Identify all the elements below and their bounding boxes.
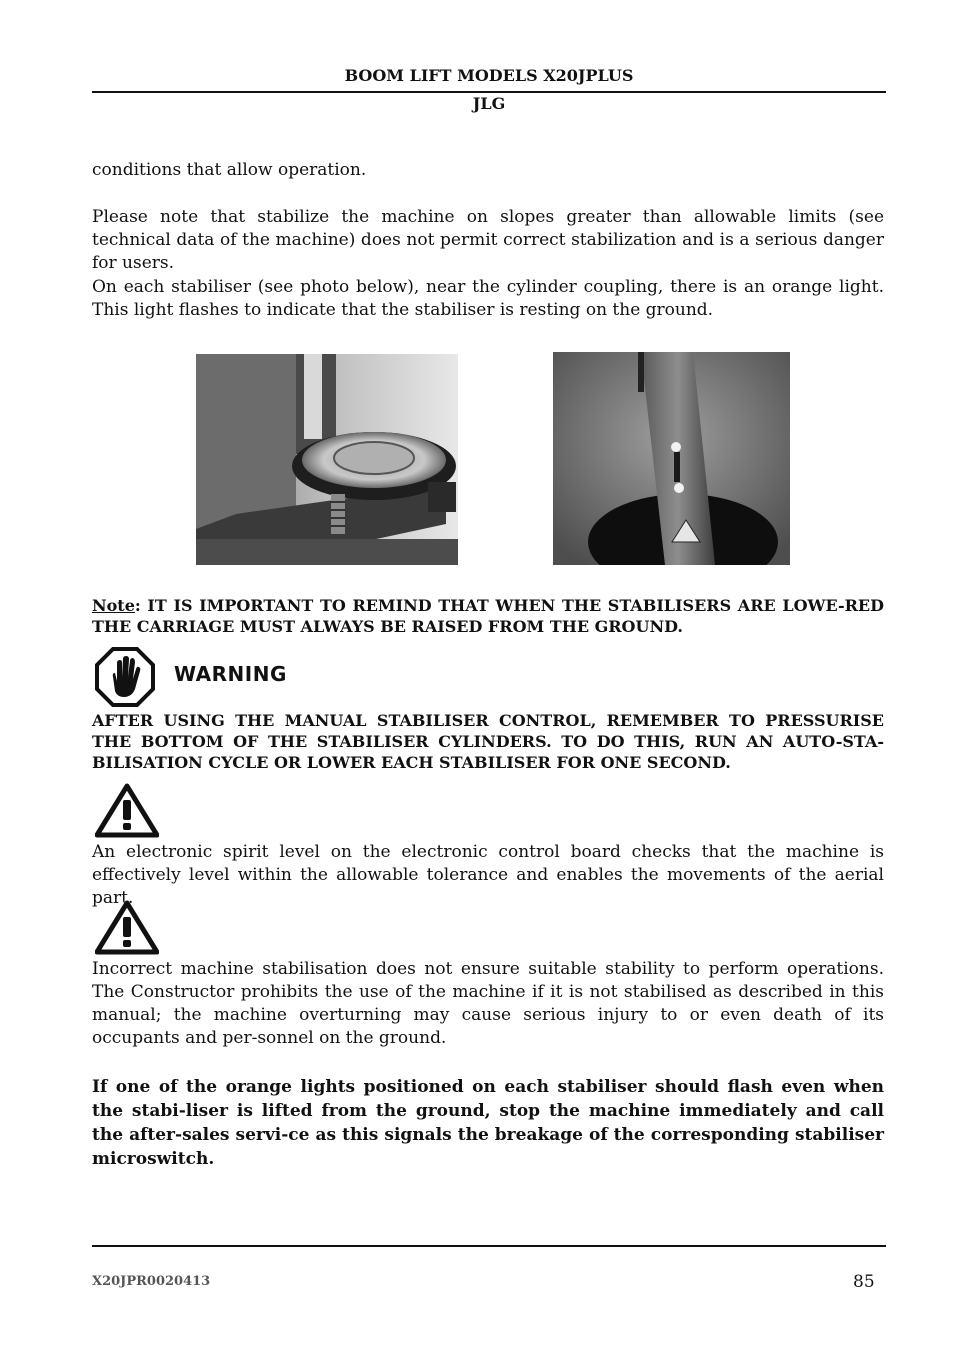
stop-hand-icon <box>95 647 155 707</box>
warning-text: AFTER USING THE MANUAL STABILISER CONTROL, REMEMBER TO PRESSURISE THE BOTTOM OF THE STABILISER CYLINDERS. TO DO THIS, RUN AN AUTO-STA-BILISATION CYCLE OR LOWER EACH STABILISER FOR ONE SECOND. <box>92 711 884 772</box>
paragraph-orange-light: On each stabiliser (see photo below), near the cylinder coupling, there is an orange light. This light flashes to indicate that the stabiliser is resting on the ground. <box>92 277 884 320</box>
footer-divider <box>92 1245 886 1247</box>
page-number: 85 <box>853 1272 875 1292</box>
note-paragraph <box>92 595 884 637</box>
note-colon: : <box>134 596 141 615</box>
paragraph-spirit-level: An electronic spirit level on the electronic control board checks that the machine is effectively level within the allowable tolerance and enables the movements of the aerial part. <box>92 842 884 908</box>
paragraph-orange-lights-fault: If one of the orange lights positioned on each stabiliser should flash even when the stabi-liser is lifted from the ground, stop the machine immediately and call the after-sales servi-ce as this signals the breakage of the corresponding stabiliser microswitch. <box>92 1077 884 1169</box>
caution-triangle-icon <box>95 900 159 955</box>
stabiliser-photo-right <box>553 352 790 565</box>
document-code: X20JPR0020413 <box>92 1274 211 1289</box>
warning-label: WARNING <box>174 662 287 686</box>
paragraph-conditions: conditions that allow operation. <box>92 160 367 180</box>
document-header-subtitle: JLG <box>472 94 506 113</box>
stabiliser-photo-left <box>196 354 458 565</box>
paragraph-slopes: Please note that stabilize the machine on slopes greater than allowable limits (see technical data of the machine) does not permit correct stabilization and is a serious danger for users. <box>92 207 884 273</box>
caution-triangle-icon <box>95 783 159 838</box>
note-text: IT IS IMPORTANT TO REMIND THAT WHEN THE STABILISERS ARE LOWE-RED THE CARRIAGE MUST ALWAYS BE RAISED FROM THE GROUND. <box>92 596 884 636</box>
document-header-title: BOOM LIFT MODELS X20JPLUS <box>344 66 634 85</box>
header-divider <box>92 91 886 93</box>
note-label: Note <box>92 596 135 615</box>
paragraph-stabilisation: Incorrect machine stabilisation does not ensure suitable stability to perform operations. The Constructor prohibits the use of the machine if it is not stabilised as described in this manual; the machine overturning may cause serious injury to or even death of its occupants and per-sonnel on the ground. <box>92 959 884 1048</box>
